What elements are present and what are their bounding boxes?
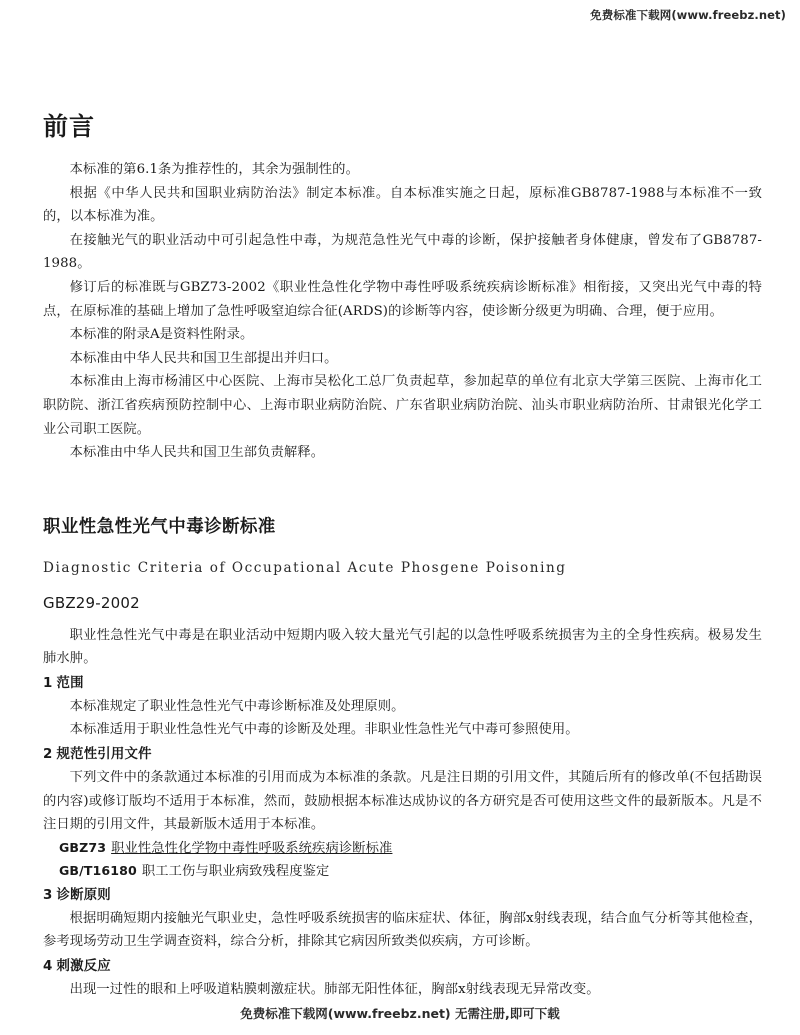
section-3 xyxy=(43,886,762,954)
section-4 xyxy=(43,957,762,1002)
foreword-paragraph: 在接触光气的职业活动中可引起急性中毒，为规范急性光气中毒的诊断，保护接触者身体健康，曾发布了GB8787-1988。 xyxy=(43,232,762,272)
footer-watermark: 免费标准下载网(www.freebz.net) 无需注册,即可下载 xyxy=(240,1006,560,1021)
standard-code: GBZ29-2002 xyxy=(43,594,140,613)
reference-entry xyxy=(43,837,762,860)
section-heading-4 xyxy=(43,957,762,977)
standard-title-block xyxy=(43,517,762,671)
document-content xyxy=(43,112,762,1001)
section-1 xyxy=(43,674,762,742)
reference-title: 职业性急性化学物中毒性呼吸系统疾病诊断标准 xyxy=(111,840,393,856)
reference-code: GBZ73 xyxy=(59,839,107,855)
foreword-paragraph: 本标准的附录A是资料性附录。 xyxy=(69,327,254,343)
foreword-paragraph: 本标准由中华人民共和国卫生部提出并归口。 xyxy=(69,350,338,366)
standard-intro-paragraph: 职业性急性光气中毒是在职业活动中短期内吸入较大量光气引起的以急性呼吸系统损害为主的全身性疾病。极易发生肺水肿。 xyxy=(43,627,762,667)
section-number: 1 xyxy=(43,675,53,691)
section-number: 4 xyxy=(43,958,53,974)
section-heading-2 xyxy=(43,745,762,765)
foreword-paragraph: 根据《中华人民共和国职业病防治法》制定本标准。自本标准实施之日起，原标准GB8787-1988与本标准不一致的，以本标准为准。 xyxy=(43,185,762,225)
standard-title-english: Diagnostic Criteria of Occupational Acute Phosgene Poisoning xyxy=(43,559,567,576)
section-paragraph: 下列文件中的条款通过本标准的引用而成为本标准的条款。凡是注日期的引用文件，其随后所有的修改单(不包括勘误的内容)或修订版均不适用于本标准，然而，鼓励根据本标准达成协议的各方研究是否可使用这些文件的最新版本。凡是不注日期的引用文件，其最新版木适用于本标准。 xyxy=(43,769,762,833)
section-paragraph: 根据明确短期内接触光气职业史，急性呼吸系统损害的临床症状、体征，胸部x射线表现，结合血气分析等其他检查，参考现场劳动卫生学调查资料，综合分析，排除其它病因所致类似疾病，方可诊断。 xyxy=(43,910,762,950)
section-title: 刺激反应 xyxy=(56,958,111,974)
foreword-title: 前言 xyxy=(43,112,96,141)
section-heading-1 xyxy=(43,674,762,694)
section-2 xyxy=(43,745,762,883)
section-paragraph: 本标准适用于职业性急性光气中毒的诊断及处理。非职业性急性光气中毒可参照使用。 xyxy=(69,722,579,738)
foreword-paragraph: 本标准由上海市杨浦区中心医院、上海市吴松化工总厂负责起草，参加起草的单位有北京大学第三医院、上海市化工职防院、浙江省疾病预防控制中心、上海市职业病防治院、广东省职业病防治院、汕头市职业病防治所、甘肃银光化学工业公司职工医院。 xyxy=(43,374,762,437)
foreword-paragraph: 修订后的标准既与GBZ73-2002《职业性急性化学物中毒性呼吸系统疾病诊断标准》相衔接，又突出光气中毒的特点，在原标准的基础上增加了急性呼吸窒迫综合征(ARDS)的诊断等内容，使诊断分级更为明确、合理，便于应用。 xyxy=(43,279,762,319)
section-title: 范围 xyxy=(56,675,84,691)
section-paragraph: 本标准规定了职业性急性光气中毒诊断标准及处理原则。 xyxy=(69,698,405,714)
foreword-paragraph: 本标准的第6.1条为推荐性的，其余为强制性的。 xyxy=(69,162,359,177)
reference-title: 职工工伤与职业病致残程度鉴定 xyxy=(141,863,330,879)
header-watermark: 免费标准下载网(www.freebz.net) xyxy=(590,8,786,22)
section-number: 3 xyxy=(43,887,53,903)
section-heading-3 xyxy=(43,886,762,906)
section-paragraph: 出现一过性的眼和上呼吸道粘膜刺激症状。肺部无阳性体征，胸部x射线表现无异常改变。 xyxy=(69,981,600,997)
foreword-paragraph: 本标准由中华人民共和国卫生部负责解释。 xyxy=(69,445,325,461)
reference-code: GB/T16180 xyxy=(59,862,137,878)
section-title: 规范性引用文件 xyxy=(56,746,152,762)
section-title: 诊断原则 xyxy=(56,887,111,903)
section-number: 2 xyxy=(43,746,53,762)
standard-title-chinese: 职业性急性光气中毒诊断标准 xyxy=(43,516,276,537)
reference-entry xyxy=(43,860,762,883)
